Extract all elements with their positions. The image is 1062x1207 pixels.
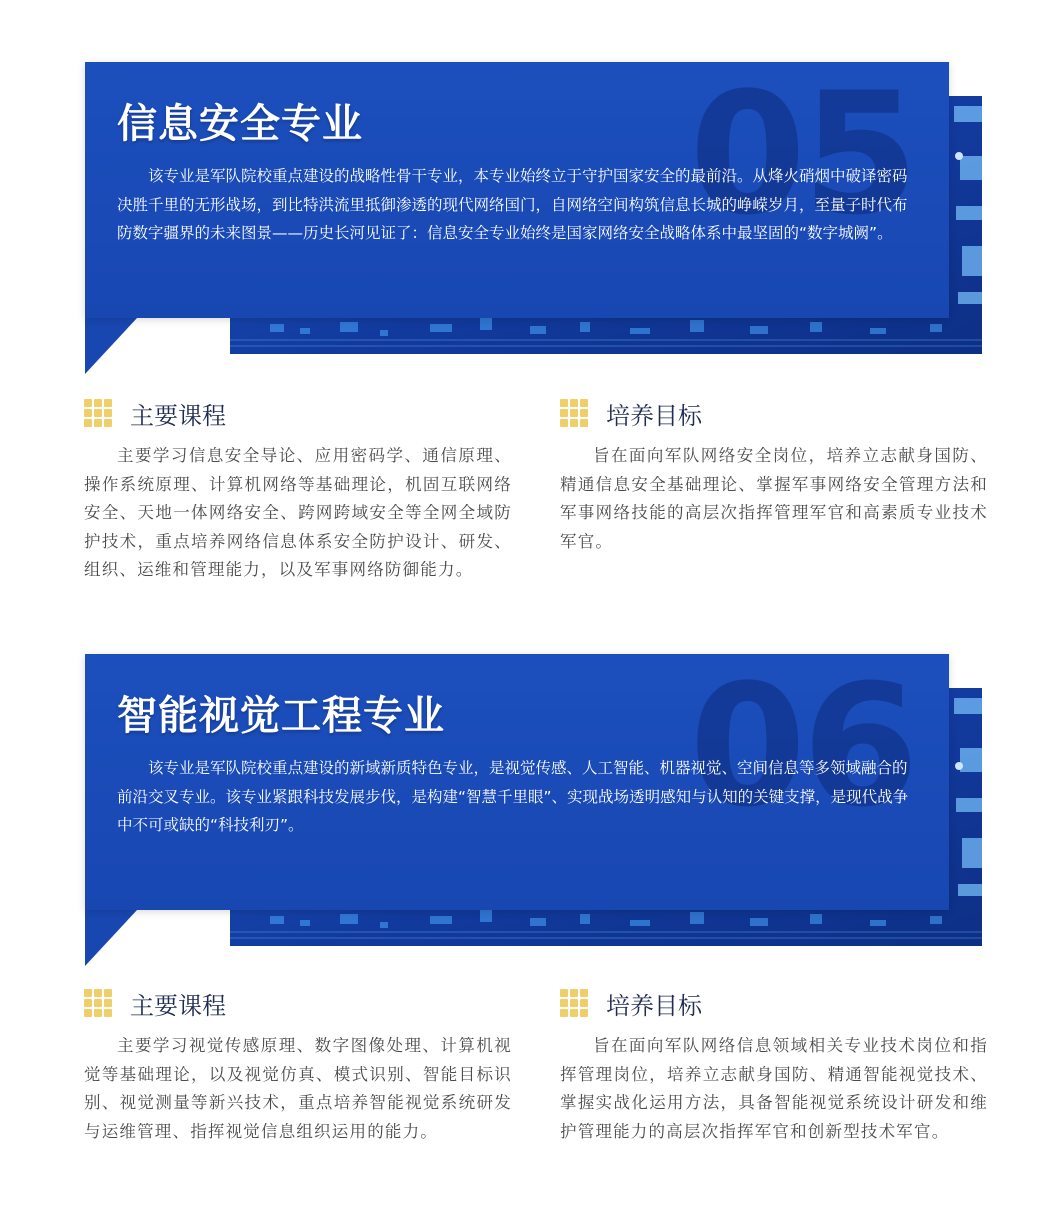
decorative-dot <box>955 762 963 770</box>
courses-text: 主要学习视觉传感原理、数字图像处理、计算机视觉等基础理论，以及视觉仿真、模式识别、智能目标识别、视觉测量等新兴技术，重点培养智能视觉系统研发与运维管理、指挥视觉信息组织运用的能力。 <box>84 1036 512 1141</box>
courses-heading: 主要课程 <box>130 402 226 430</box>
courses-heading-row <box>84 986 512 1018</box>
decorative-dot <box>955 152 963 160</box>
goals-text: 旨在面向军队网络安全岗位，培养立志献身国防、精通信息安全基础理论、掌握军事网络安全管理方法和军事网络技能的高层次指挥管理军官和高素质专业技术军官。 <box>560 446 988 551</box>
major-banner <box>85 654 949 910</box>
goals-heading: 培养目标 <box>606 402 702 430</box>
goals-column <box>560 986 988 1146</box>
courses-heading-row <box>84 396 512 428</box>
courses-heading: 主要课程 <box>130 992 226 1020</box>
banner-tail-decoration <box>85 910 137 966</box>
major-title: 信息安全专业 <box>117 101 363 147</box>
courses-column <box>84 396 512 585</box>
courses-column <box>84 986 512 1146</box>
grid-dots-icon <box>560 989 588 1017</box>
major-title: 智能视觉工程专业 <box>117 693 445 739</box>
major-banner <box>85 62 949 318</box>
goals-heading-row <box>560 986 988 1018</box>
goals-text: 旨在面向军队网络信息领域相关专业技术岗位和指挥管理岗位，培养立志献身国防、精通智能视觉技术、掌握实战化运用方法，具备智能视觉系统设计研发和维护管理能力的高层次指挥军官和创新型技术军官。 <box>560 1036 988 1141</box>
major-intro-text: 该专业是军队院校重点建设的新域新质特色专业，是视觉传感、人工智能、机器视觉、空间信息等多领域融合的前沿交叉专业。该专业紧跟科技发展步伐，是构建“智慧千里眼”、实现战场透明感知与认知的关键支撑，是现代战争中不可或缺的“科技利刃”。 <box>117 759 909 834</box>
goals-heading-row <box>560 396 988 428</box>
grid-dots-icon <box>84 989 112 1017</box>
grid-dots-icon <box>560 399 588 427</box>
section-number-watermark: 06 <box>689 654 915 844</box>
banner-tail-decoration <box>85 318 137 374</box>
section-number-watermark: 05 <box>689 62 915 252</box>
major-intro-text: 该专业是军队院校重点建设的战略性骨干专业，本专业始终立于守护国家安全的最前沿。从烽火硝烟中破译密码决胜千里的无形战场，到比特洪流里抵御渗透的现代网络国门，自网络空间构筑信息长城的峥嵘岁月，至量子时代布防数字疆界的未来图景——历史长河见证了：信息安全专业始终是国家网络安全战略体系中最坚固的“数字城阙”。 <box>117 167 908 242</box>
grid-dots-icon <box>84 399 112 427</box>
goals-column <box>560 396 988 556</box>
goals-heading: 培养目标 <box>606 992 702 1020</box>
courses-text: 主要学习信息安全导论、应用密码学、通信原理、操作系统原理、计算机网络等基础理论，机固互联网络安全、天地一体网络安全、跨网跨域安全等全网全域防护技术，重点培养网络信息体系安全防护设计、研发、组织、运维和管理能力，以及军事网络防御能力。 <box>84 446 512 579</box>
